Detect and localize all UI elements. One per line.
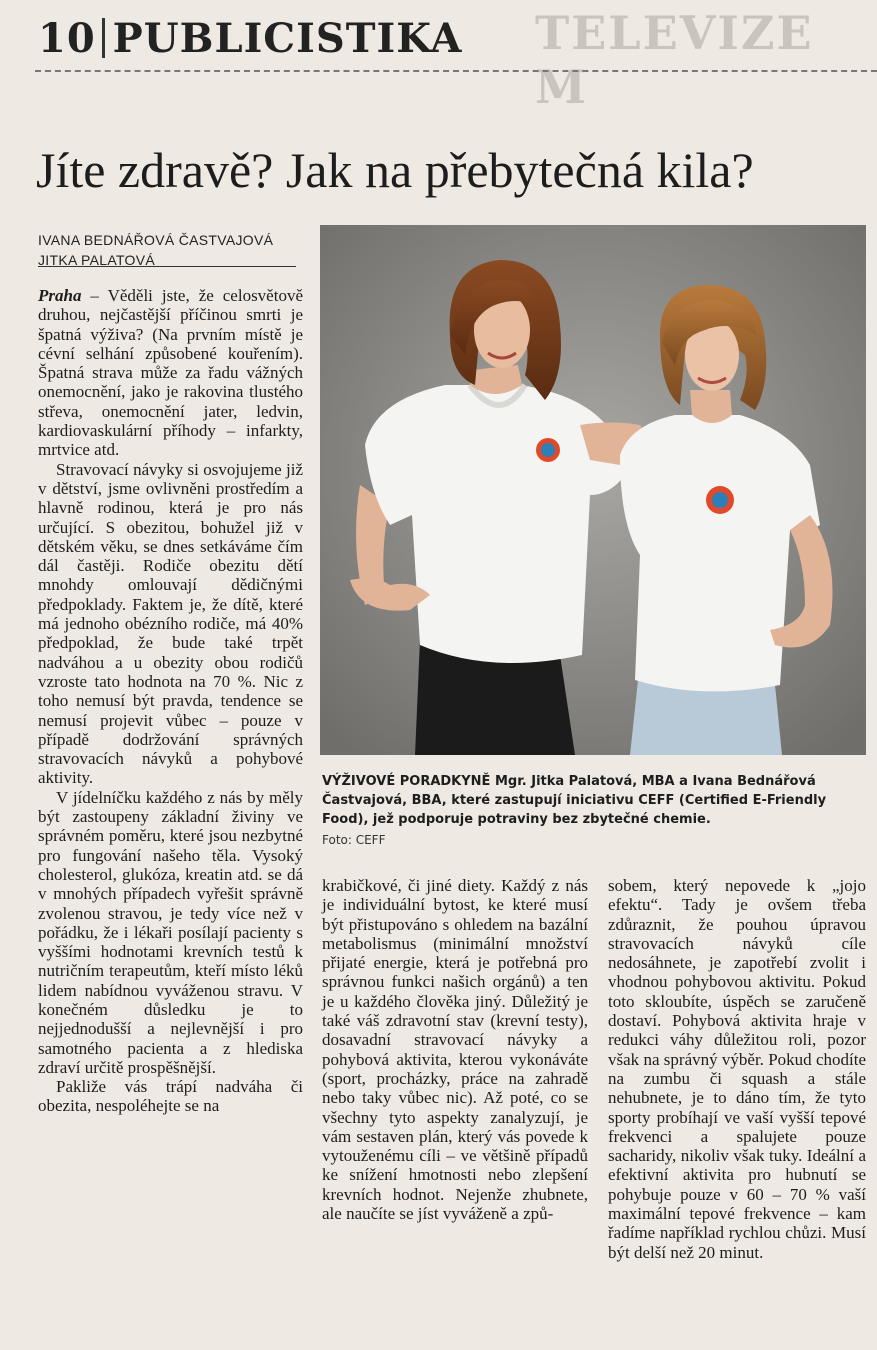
article-column-3	[608, 876, 866, 1262]
page-number: 10	[38, 14, 96, 62]
photo-two-nutritionists	[320, 225, 866, 755]
article-paragraph: krabičkové, či jiné diety. Každý z nás je individuální bytost, ke které musí být přistupováno s ohledem na bazální metabolismus (minimální množství přijaté energie, která je potřebná pro správnou funkci našich orgánů) a ten je u každého člověka jiný. Důležitý je také váš zdravotní stav (krevní testy), dosavadní stravovací návyky a pohybová aktivita, kterou vykonáváte (sport, procházky, práce na zahradě nebo taky vůbec nic). Až poté, co se všechny tyto aspekty zanalyzují, je vám sestaven plán, který vás povede k vytouženému cíli – ve většině případů ke snížení hmotnosti nebo zlepšení krevních hodnot. Nejenže zhubnete, ale naučíte se jíst vyváženě a způ-	[322, 876, 588, 1224]
adjacent-page-ghost-heading: TELEVIZE M	[535, 6, 814, 114]
photo-caption	[322, 772, 866, 850]
article-paragraph: sobem, který nepovede k „jojo efektu“. Tady je ovšem třeba zdůraznit, že pouhou úpravou stravovacích návyků cíle nedosáhnete, je zapotřebí zvolit i vhodnou pohybovou aktivitu. Pokud toto skloubíte, úspěch se zaručeně dostaví. Pohybová aktivita hraje v redukci váhy důležitou roli, pozor však na správný výběr. Pokud chodíte na zumbu či squash a stále nehubnete, je to dáno tím, že tyto sporty probíhají ve vaší vyšší tepové frekvenci a spalujete pouze sacharidy, nikoliv však tuky. Ideální a efektivní aktivita pro hubnutí se pohybuje pouze v 60 – 70 % vaší maximální tepové frekvence – kam řadíme například rychlou chůzi. Musí být delší než 20 minut.	[608, 876, 866, 1262]
article-column-1	[38, 286, 303, 1116]
byline-author-2: JITKA PALATOVÁ	[38, 252, 156, 268]
section-name: PUBLICISTIKA	[112, 14, 463, 62]
caption-body: Mgr. Jitka Palatová, MBA a Ivana Bednářová Častvajová, BBA, které zastupují iniciativu CEFF (Certified E-Friendly Food), jež podporuje potraviny bez zbytečné chemie.	[322, 774, 827, 827]
section-header	[38, 10, 462, 66]
byline-rule	[38, 266, 296, 267]
header-separator	[102, 18, 105, 58]
article-paragraph: Pakliže vás trápí nadváha či obezita, nespoléhejte se na	[38, 1077, 303, 1116]
photo-credit: Foto: CEFF	[322, 833, 386, 847]
article-column-2	[322, 876, 588, 1223]
article-headline: Jíte zdravě? Jak na přebytečná kila?	[36, 142, 754, 198]
article-photo	[320, 225, 866, 755]
header-rule	[35, 70, 877, 72]
article-paragraph: V jídelníčku každého z nás by měly být zastoupeny základní živiny ve správném poměru, které jsou nezbytné pro fungování našeho těla. Vysoký cholesterol, glukóza, kreatin atd. se dá v mnohých případech vyřešit správně zvolenou stravou, je tedy více než v pořádku, že i lékaři posílají pacienty s vyššími hodnotami krevních testů k nutričním terapeutům, kteří místo léků lidem nabídnou vyváženou stravu. V konečném důsledku je to nejjednodušší a nejlevnější i pro samotného pacienta a z hlediska zdraví určitě prospěšnější.	[38, 787, 303, 1077]
byline	[38, 230, 298, 270]
dateline: Praha	[38, 286, 82, 305]
caption-lead: VÝŽIVOVÉ PORADKYNĚ	[322, 774, 491, 789]
article-paragraph	[38, 286, 303, 460]
caption-text	[322, 772, 866, 829]
article-paragraph: Stravovací návyky si osvojujeme již v dětství, jsme ovlivněni prostředím a hlavně rodinou, která je pro nás určující. S obezitou, bohužel již v dětském věku, se dnes setkáváme čím dál častěji. Rodiče obezitu dětí mnohdy omlouvají dědičnými předpoklady. Faktem je, že dítě, které má jednoho obézního rodiče, má 40% předpoklad, že bude také trpět nadváhou a u obezity obou rodičů vzroste tato hodnota na 70 %. Nic z toho nemusí být pravda, tendence se nemusí projevit vůbec – pouze v případě dodržování správných stravovacích návyků a pohybové aktivity.	[38, 459, 303, 788]
paragraph-text: – Věděli jste, že celosvětově druhou, nejčastější příčinou smrti je špatná výživa? (Na prvním místě je cévní selhání způsobené kouřením). Špatná strava může za řadu vážných onemocnění, jako je rakovina tlustého střeva, onemocnění jater, ledvin, kardiovaskulární příhody – infarkty, mrtvice atd.	[38, 286, 303, 460]
byline-author-1: IVANA BEDNÁŘOVÁ ČASTVAJOVÁ	[38, 232, 274, 248]
